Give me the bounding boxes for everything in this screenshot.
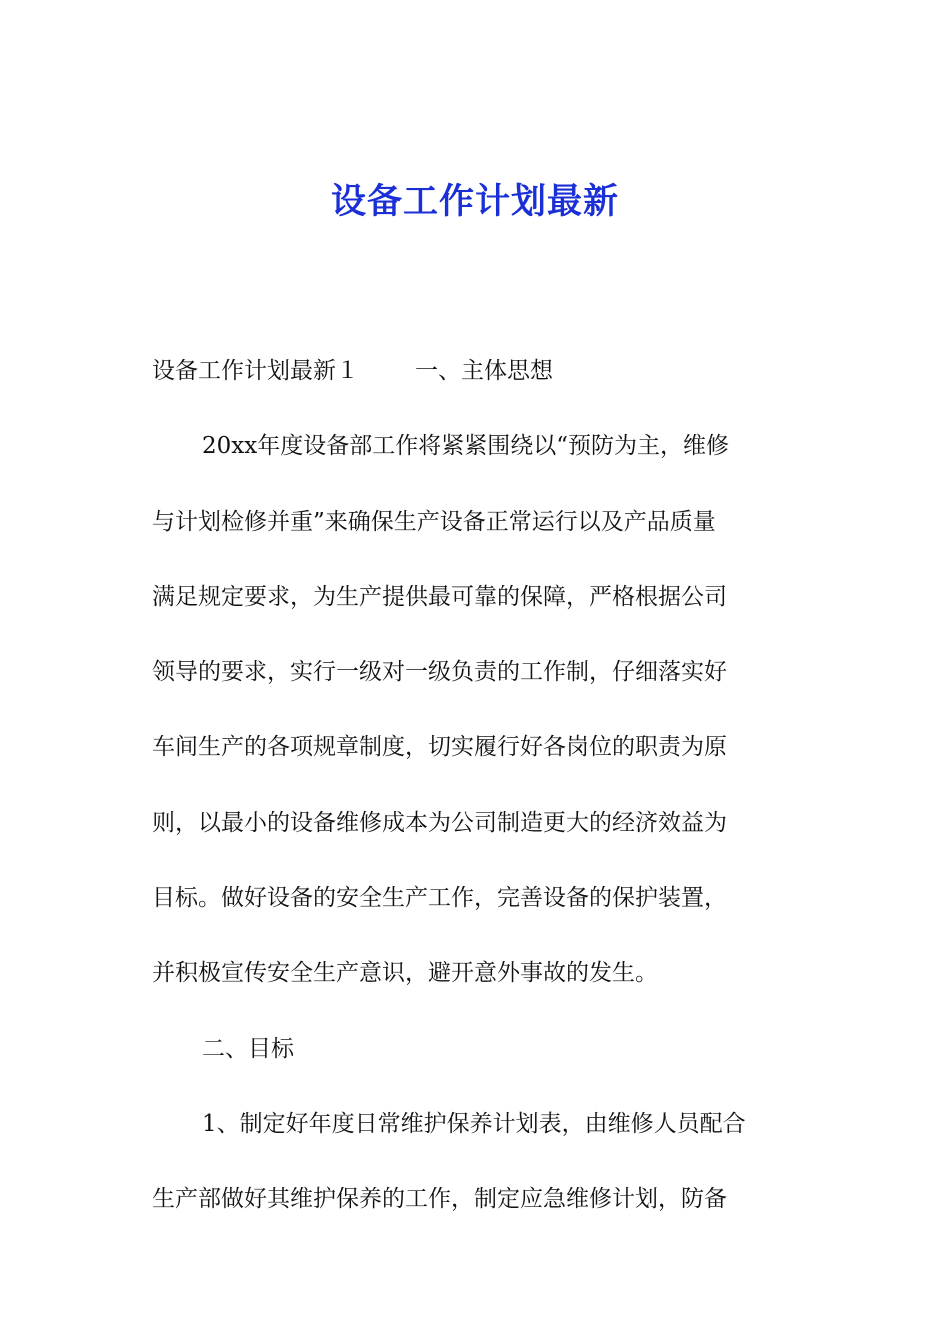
paragraph-line: 车间生产的各项规章制度，切实履行好各岗位的职责为原 <box>152 734 727 761</box>
paragraph-line: 领导的要求，实行一级对一级负责的工作制，仔细落实好 <box>152 659 727 686</box>
heading-line <box>152 334 802 409</box>
paragraph-line: 20xx年度设备部工作将紧紧围绕以“预防为主，维修 <box>202 433 729 460</box>
paragraph-line: 则，以最小的设备维修成本为公司制造更大的经济效益为 <box>152 809 727 836</box>
document-subtitle: 设备工作计划最新１ <box>152 358 359 384</box>
paragraph-line: 并积极宣传安全生产意识，避开意外事故的发生。 <box>152 960 658 987</box>
paragraph-line: 满足规定要求，为生产提供最可靠的保障，严格根据公司 <box>152 583 727 610</box>
section-heading-1: 一、主体思想 <box>415 358 553 384</box>
document-title: 设备工作计划最新 <box>330 181 619 222</box>
paragraph-line: 目标。做好设备的安全生产工作，完善设备的保护装置， <box>152 885 727 912</box>
document-body <box>152 334 802 1238</box>
section-heading-2: 二、目标 <box>202 1035 294 1062</box>
paragraph-line: 1、制定好年度日常维护保养计划表，由维修人员配合 <box>202 1110 746 1137</box>
paragraph-line: 与计划检修并重”来确保生产设备正常运行以及产品质量 <box>152 508 716 535</box>
paragraph-line: 生产部做好其维护保养的工作，制定应急维修计划，防备 <box>152 1186 727 1213</box>
